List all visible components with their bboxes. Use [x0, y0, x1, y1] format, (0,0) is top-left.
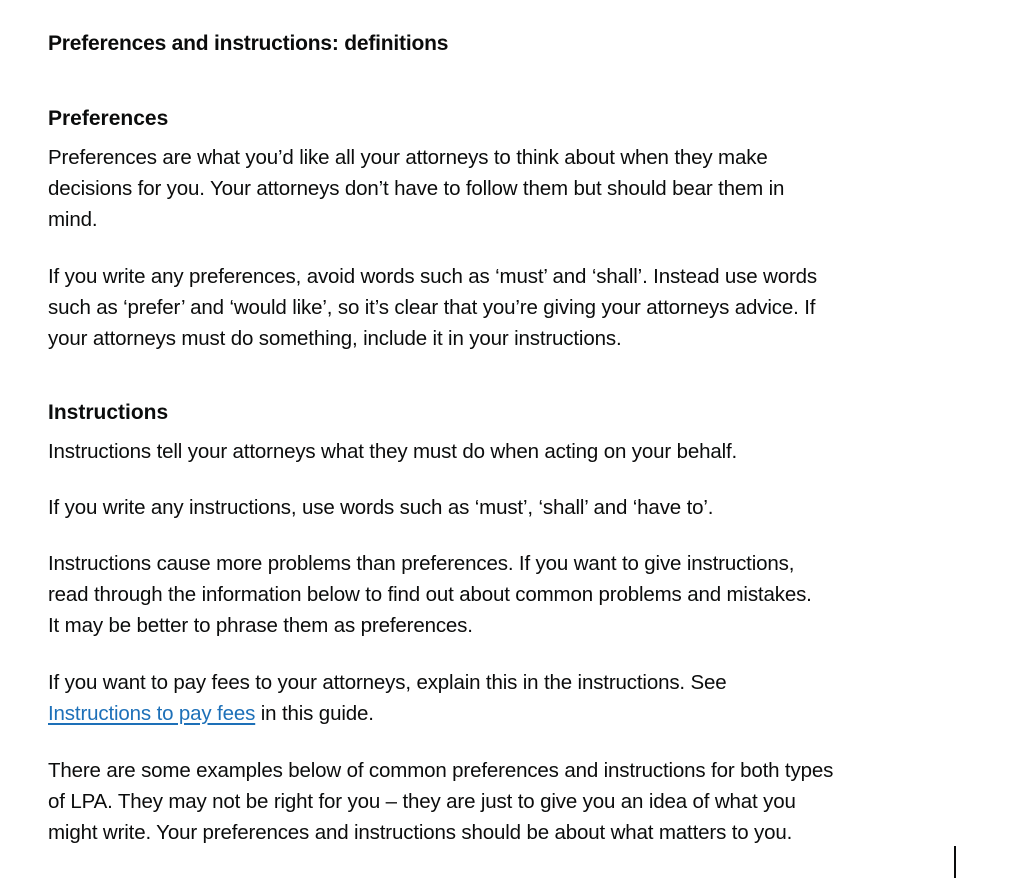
- preferences-paragraph-2: [48, 261, 817, 354]
- text-line: might write. Your preferences and instructions should be about what matters to you.: [48, 821, 793, 844]
- text-line: Preferences are what you’d like all your attorneys to think about when they make: [48, 146, 768, 169]
- text-line: [48, 698, 727, 729]
- text-line: decisions for you. Your attorneys don’t have to follow them but should bear them in: [48, 177, 785, 200]
- instructions-heading: Instructions: [48, 401, 169, 424]
- text-line: Instructions cause more problems than preferences. If you want to give instructions,: [48, 552, 795, 575]
- instructions-paragraph-5: [48, 755, 833, 848]
- text-line: There are some examples below of common preferences and instructions for both types: [48, 759, 834, 782]
- text-line: your attorneys must do something, include it in your instructions.: [48, 327, 622, 350]
- instructions-paragraph-1: [48, 436, 737, 467]
- preferences-paragraph-1: [48, 142, 784, 235]
- text-line: If you want to pay fees to your attorneys, explain this in the instructions. See: [48, 671, 727, 694]
- preferences-heading: Preferences: [48, 107, 169, 130]
- text-cursor: [954, 846, 956, 878]
- instructions-to-pay-fees-link[interactable]: Instructions to pay fees: [48, 702, 256, 725]
- text-line: mind.: [48, 208, 98, 231]
- text-line: If you write any instructions, use words such as ‘must’, ‘shall’ and ‘have to’.: [48, 496, 714, 519]
- text-line: of LPA. They may not be right for you – they are just to give you an idea of what you: [48, 790, 796, 813]
- instructions-paragraph-4: [48, 667, 727, 729]
- text-line: If you write any preferences, avoid words such as ‘must’ and ‘shall’. Instead use words: [48, 265, 817, 288]
- link-suffix-text: in this guide.: [255, 702, 374, 725]
- text-line: It may be better to phrase them as preferences.: [48, 614, 473, 637]
- instructions-paragraph-2: [48, 492, 713, 523]
- text-line: such as ‘prefer’ and ‘would like’, so it’s clear that you’re giving your attorneys advice. If: [48, 296, 816, 319]
- page-title: Preferences and instructions: definitions: [48, 32, 449, 55]
- text-line: read through the information below to find out about common problems and mistakes.: [48, 583, 812, 606]
- instructions-paragraph-3: [48, 548, 812, 641]
- text-line: Instructions tell your attorneys what they must do when acting on your behalf.: [48, 440, 738, 463]
